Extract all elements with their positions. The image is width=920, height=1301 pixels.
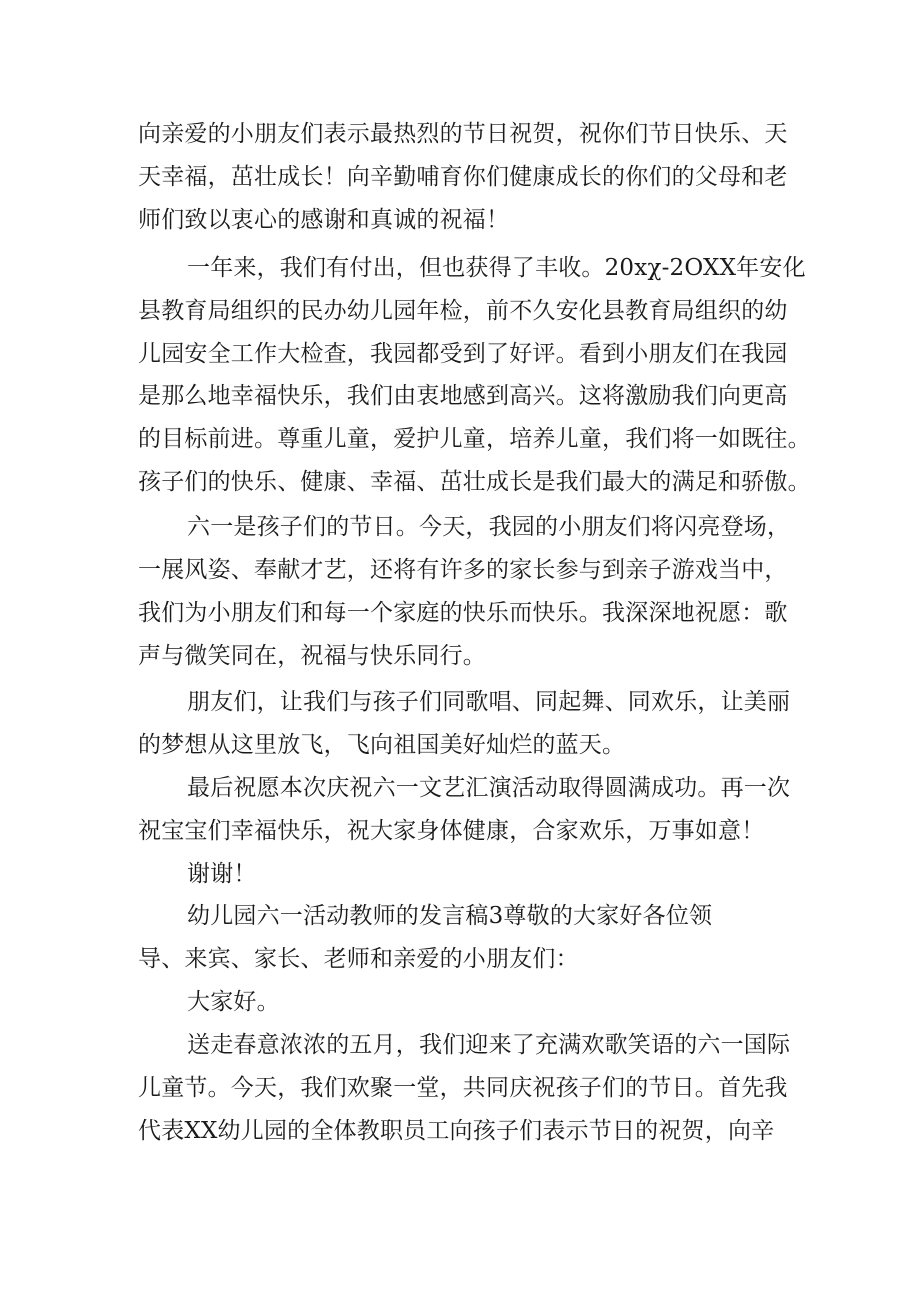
text-line: 是那么地幸福快乐，我们由衷地感到高兴。这将激励我们向更高 (138, 383, 788, 409)
text-line: 一年来，我们有付出，但也获得了丰收。20xχ-2OXX年安化 (187, 255, 806, 281)
text-line: 天幸福，茁壮成长！向辛勤哺育你们健康成长的你们的父母和老 (138, 164, 788, 190)
text-line: 的梦想从这里放飞，飞向祖国美好灿烂的蓝天。 (138, 732, 626, 758)
text-line: 向亲爱的小朋友们表示最热烈的节日祝贺，祝你们节日快乐、天 (138, 121, 788, 147)
text-line: 代表XX幼儿园的全体教职员工向孩子们表示节日的祝贺，向辛 (138, 1118, 775, 1144)
text-line: 声与微笑同在，祝福与快乐同行。 (138, 643, 486, 669)
text-line: 六一是孩子们的节日。今天，我园的小朋友们将闪亮登场， (187, 514, 791, 540)
text-line: 师们致以衷心的感谢和真诚的祝福！ (138, 207, 510, 233)
text-line: 孩子们的快乐、健康、幸福、茁壮成长是我们最大的满足和骄傲。 (138, 469, 811, 495)
text-line: 儿园安全工作大检查，我园都受到了好评。看到小朋友们在我园 (138, 341, 788, 367)
text-line: 儿童节。今天，我们欢聚一堂，共同庆祝孩子们的节日。首先我 (138, 1075, 788, 1101)
text-line: 谢谢！ (187, 861, 257, 887)
text-line: 幼儿园六一活动教师的发言稿3尊敬的大家好各位领 (187, 903, 713, 929)
text-line: 祝宝宝们幸福快乐，祝大家身体健康，合家欢乐，万事如意！ (138, 818, 765, 844)
text-line: 县教育局组织的民办幼儿园年检，前不久安化县教育局组织的幼 (138, 298, 788, 324)
text-line: 最后祝愿本次庆祝六一文艺汇演活动取得圆满成功。再一次 (187, 775, 791, 801)
text-line: 送走春意浓浓的五月，我们迎来了充满欢歌笑语的六一国际 (187, 1032, 791, 1058)
text-line: 朋友们，让我们与孩子们同歌唱、同起舞、同欢乐，让美丽 (187, 689, 791, 715)
text-line: 导、来宾、家长、老师和亲爱的小朋友们： (138, 946, 579, 972)
text-line: 大家好。 (187, 989, 280, 1015)
text-line: 的目标前进。尊重儿童，爱护儿童，培养儿童，我们将一如既往。 (138, 426, 811, 452)
text-line: 我们为小朋友们和每一个家庭的快乐而快乐。我深深地祝愿：歌 (138, 600, 788, 626)
text-line: 一展风姿、奉献才艺，还将有许多的家长参与到亲子游戏当中， (138, 557, 788, 583)
